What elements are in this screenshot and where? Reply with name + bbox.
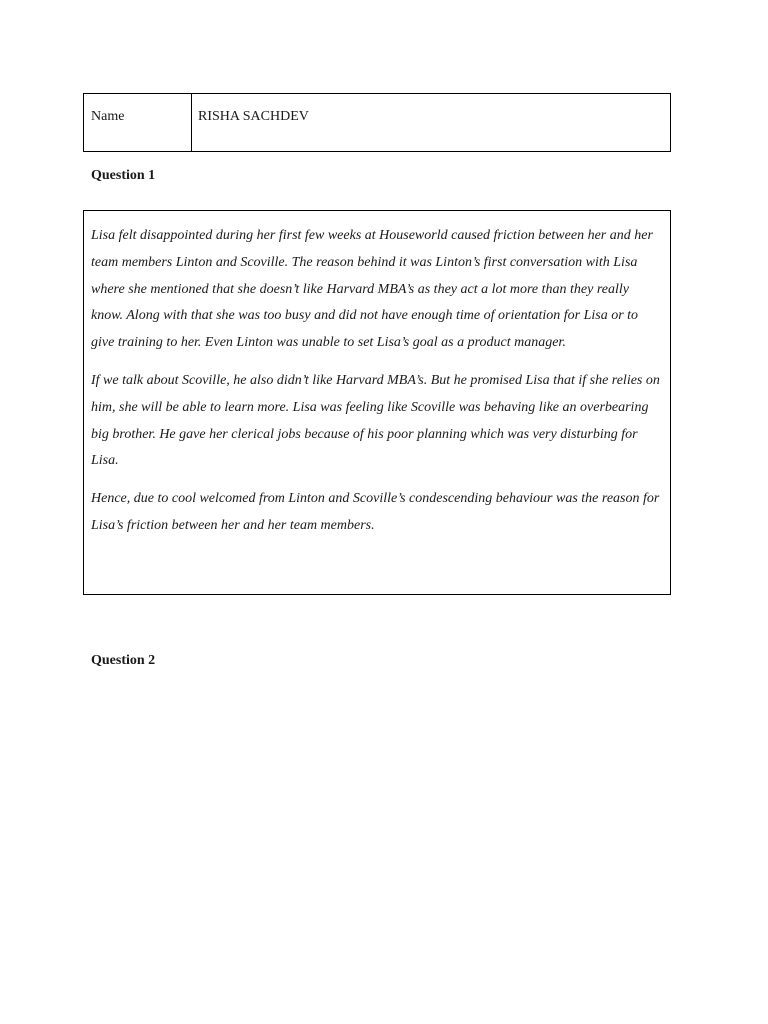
name-label: Name <box>84 94 192 151</box>
question-2-heading: Question 2 <box>91 653 156 668</box>
answer-paragraph-2: If we talk about Scoville, he also didn’t like Harvard MBA’s. But he promised Lisa that if she relies on him, she will be able to learn more. Lisa was feeling like Scoville was behaving like an overbearing big brother. He gave her clerical jobs because of his poor planning which was very disturbing for Lisa. <box>91 372 660 469</box>
answer-paragraph-1: Lisa felt disappointed during her first few weeks at Houseworld caused friction between her and her team members Linton and Scoville. The reason behind it was Linton’s first conversation with Lisa where she mentioned that she doesn’t like Harvard MBA’s as they act a lot more than they really know. Along with that she was too busy and did not have enough time of orientation for Lisa or to give training to her. Even Linton was unable to set Lisa’s goal as a product manager. <box>91 228 653 351</box>
name-table <box>83 93 671 152</box>
answer-paragraph-3: Hence, due to cool welcomed from Linton and Scoville’s condescending behaviour was the reason for Lisa’s friction between her and her team members. <box>91 491 660 533</box>
question-1-answer-box <box>83 210 671 595</box>
question-1-heading: Question 1 <box>91 168 156 183</box>
student-name: RISHA SACHDEV <box>198 109 309 124</box>
